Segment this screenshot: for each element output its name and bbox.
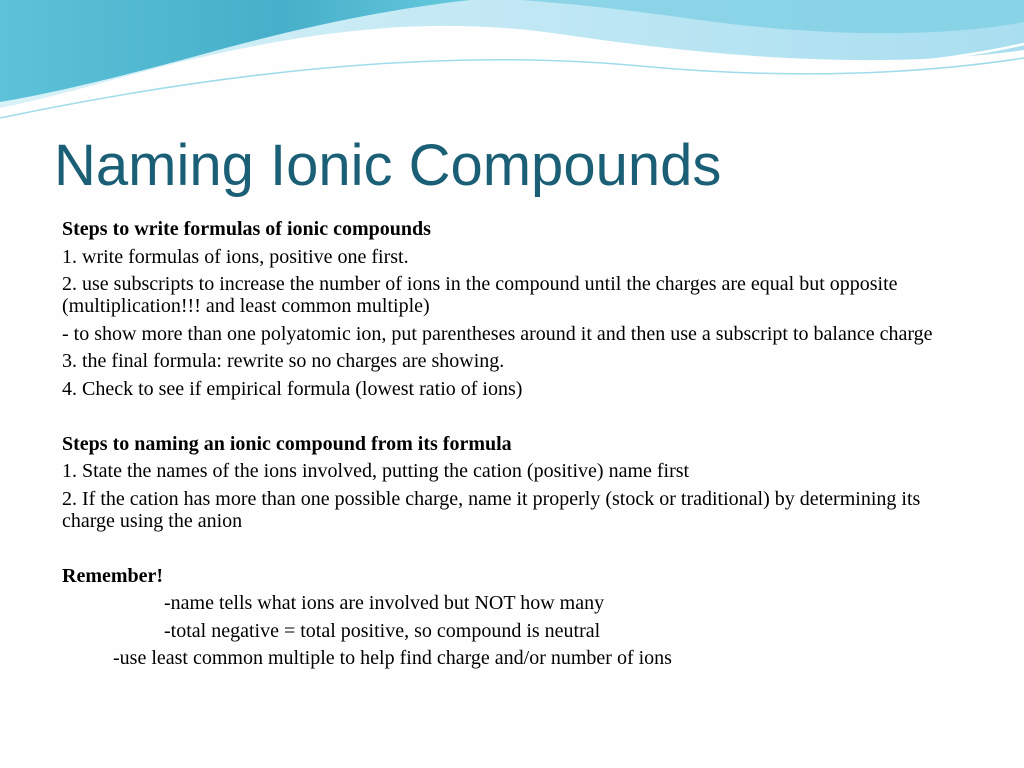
spacer [62,405,972,427]
spacer [62,537,972,559]
formulas-step-1: 1. write formulas of ions, positive one first. [62,245,409,268]
slide-body [62,218,972,675]
formulas-step-2: 2. use subscripts to increase the number of ions in the compound until the charges are equal but opposite (multiplication!!! and least common multiple) [62,273,898,317]
formulas-step-3: 3. the final formula: rewrite so no charges are showing. [62,350,505,372]
slide-title: Naming Ionic Compounds [54,133,722,198]
formulas-step-4: 4. Check to see if empirical formula (lowest ratio of ions) [62,377,523,400]
remember-item-1: -name tells what ions are involved but NOT how many [164,592,605,614]
section-heading-remember: Remember! [62,564,164,587]
section-heading-naming: Steps to naming an ionic compound from its formula [62,432,512,455]
naming-step-2: 2. If the cation has more than one possible charge, name it properly (stock or traditional) by determining its charge using the anion [62,487,921,532]
header-wave-decoration [0,0,1024,130]
naming-step-1: 1. State the names of the ions involved, putting the cation (positive) name first [62,460,690,482]
section-heading-formulas: Steps to write formulas of ionic compounds [62,218,431,240]
remember-item-2: -total negative = total positive, so compound is neutral [164,619,601,642]
formulas-polyatomic-note: - to show more than one polyatomic ion, put parentheses around it and then use a subscript to balance charge [62,322,933,345]
remember-item-3: -use least common multiple to help find charge and/or number of ions [113,647,672,669]
